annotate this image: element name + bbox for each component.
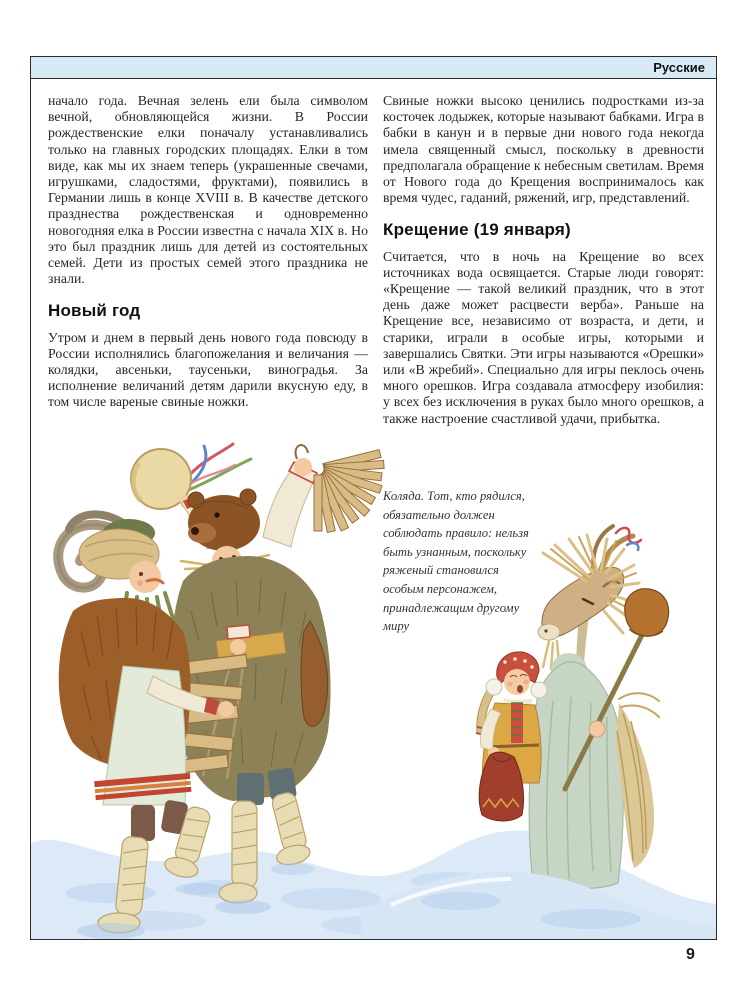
- left-paragraph-1: начало года. Вечная зелень ели была символом вечной, обновляющейся жизни. В России рождественские елки поначалу устанавливались только на главных городских площадях. Елки в том виде, как мы их знаем теперь (украшенные свечами, игрушками, сладостями, фруктами), появились в Германии лишь в конце XVIII в. В качестве детского празднества рождественская и одновременно новогодняя елка в России известна с начала XIX в. Но это был праздник лишь для детей из состоятельных семей. Дети из простых семей этого праздника не знали.: [48, 93, 368, 287]
- kolyada-illustration: [31, 441, 716, 939]
- bag: [479, 752, 523, 821]
- green-ribbon: [186, 459, 251, 491]
- pot-on-staff: [625, 589, 669, 636]
- fur-puff: [531, 682, 547, 698]
- clapper-string: [296, 445, 308, 459]
- fur-puff: [486, 679, 502, 695]
- header-band: [31, 57, 716, 79]
- page-number: 9: [686, 946, 695, 963]
- boot: [219, 801, 257, 903]
- blue-ribbon: [627, 543, 638, 550]
- header-tab-label: Русские: [653, 60, 705, 75]
- page-frame: [30, 56, 717, 940]
- heading-new-year: Новый год: [48, 301, 141, 321]
- left-column: [48, 93, 368, 411]
- right-column: [383, 93, 704, 427]
- heading-kreschenie: Крещение (19 января): [383, 220, 571, 240]
- right-paragraph-1: Свиные ножки высоко ценились подростками из-за косточек лодыжек, которые называют бабками. Игра в бабки в канун и в первые дни нового года некогда имела священный смысл, поскольку в древности предполагала обращение к небесным светилам. Время от Нового года до Крещения воспринималось как время чудес, гаданий, ряжений, игр, представлений.: [383, 93, 704, 206]
- left-paragraph-2: Утром и днем в первый день нового года повсюду в России исполнялись благопожелания и величания — колядки, авсеньки, таусеньки, виноградья. За исполнение величаний детям дарили вкусную еду, в том числе вареные свиные ножки.: [48, 329, 368, 410]
- illustration-caption: Коляда. Тот, кто рядился, обязательно должен соблюдать правило: нельзя быть узнанным, поскольку ряженый становился особым персонажем, принадлежащим другому миру: [383, 489, 529, 634]
- wooden-clapper-fan: [314, 450, 384, 533]
- right-paragraph-2: Считается, что в ночь на Крещение во всех источниках вода освящается. Старые люди говорят: «Крещение — такой великий праздник, что в этот день даже может расцвести верба». Раньше на Крещение все, независимо от возраста, и дети, и старики, играли в особые игры, которыми и завершались Святки. Эти игры называются «Орешки» или «В жребий». Специально для игры пеклось очень много орешков. Игра создавала атмосферу изобилия: у всех без исключения в руках было много орешков, а также настроение счастливой удачи, прибытка.: [383, 248, 704, 426]
